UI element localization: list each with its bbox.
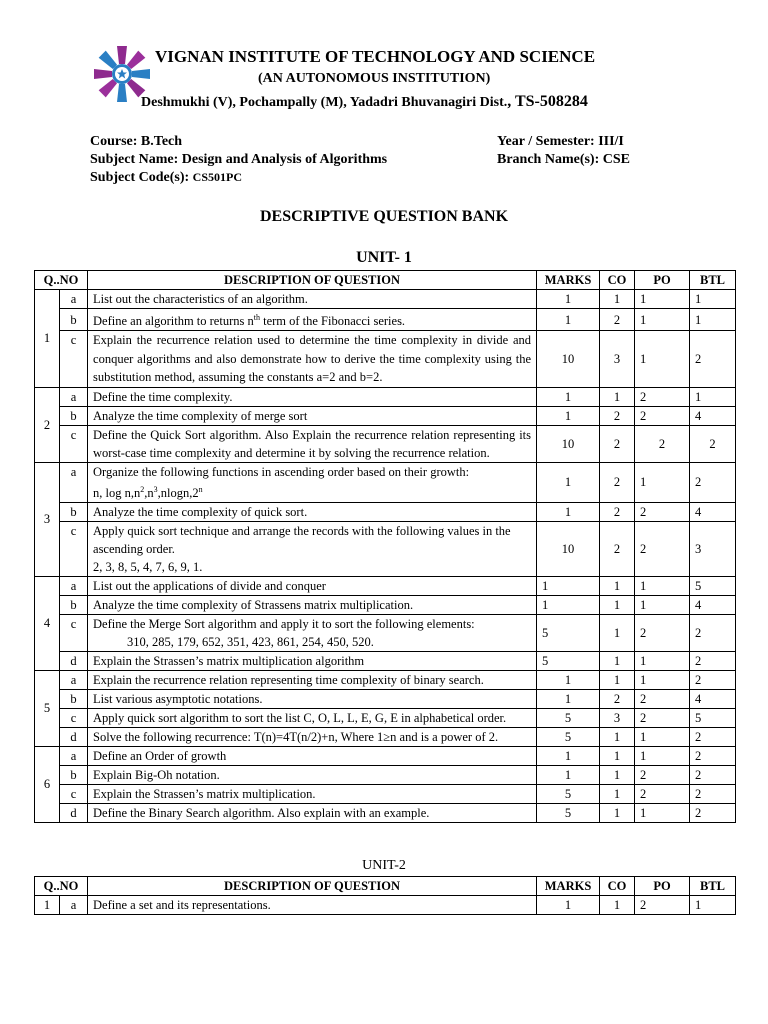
sub-question: c — [60, 614, 88, 651]
po-cell: 2 — [635, 614, 690, 651]
btl-cell: 1 — [690, 309, 736, 331]
question-values: 310, 285, 179, 652, 351, 423, 861, 254, 450, 520. — [127, 634, 374, 649]
header-co: CO — [600, 877, 635, 896]
table-row — [35, 309, 736, 331]
btl-cell: 2 — [690, 331, 736, 388]
co-cell: 1 — [600, 670, 635, 689]
question-text: Analyze the time complexity of merge sort — [88, 406, 537, 425]
table-row — [35, 896, 736, 915]
question-number: 6 — [35, 746, 60, 822]
sub-question: b — [60, 595, 88, 614]
co-cell: 2 — [600, 689, 635, 708]
sub-question: c — [60, 521, 88, 576]
btl-cell: 5 — [690, 576, 736, 595]
question-text-line: Organize the following functions in ascending order based on their growth: — [93, 464, 470, 479]
question-text: Define the time complexity. — [88, 387, 537, 406]
marks-cell: 1 — [537, 502, 600, 521]
po-cell: 2 — [635, 502, 690, 521]
table-row — [35, 651, 736, 670]
co-cell: 1 — [600, 651, 635, 670]
table-row — [35, 462, 736, 502]
marks-cell: 5 — [537, 727, 600, 746]
sub-question: b — [60, 689, 88, 708]
subject-code-label: Subject Code(s): — [90, 170, 193, 185]
marks-cell: 10 — [537, 425, 600, 462]
sub-question: c — [60, 331, 88, 388]
table-row — [35, 521, 736, 576]
po-cell: 1 — [635, 803, 690, 822]
po-cell: 2 — [635, 784, 690, 803]
table-row — [35, 689, 736, 708]
co-cell: 1 — [600, 387, 635, 406]
marks-cell: 10 — [537, 331, 600, 388]
question-text: Define an Order of growth — [88, 746, 537, 765]
btl-cell: 5 — [690, 708, 736, 727]
sub-question: b — [60, 309, 88, 331]
btl-cell: 1 — [690, 387, 736, 406]
header-co: CO — [600, 271, 635, 290]
co-cell: 3 — [600, 708, 635, 727]
question-text-line: Apply quick sort technique and arrange the records with the following values in the ascending order. — [93, 523, 511, 556]
institute-address — [141, 93, 588, 111]
marks-cell: 1 — [537, 309, 600, 331]
header-btl: BTL — [690, 271, 736, 290]
institute-subtitle: (AN AUTONOMOUS INSTITUTION) — [258, 71, 491, 86]
table-row — [35, 576, 736, 595]
po-cell: 2 — [635, 896, 690, 915]
unit1-question-table — [34, 270, 736, 823]
po-cell: 2 — [635, 765, 690, 784]
po-cell: 1 — [635, 595, 690, 614]
address-text: Deshmukhi (V), Pochampally (M), Yadadri Bhuvanagiri Dist. — [141, 95, 508, 110]
header-po: PO — [635, 271, 690, 290]
question-text — [88, 521, 537, 576]
btl-cell: 2 — [690, 670, 736, 689]
question-number: 2 — [35, 387, 60, 462]
question-text: List various asymptotic notations. — [88, 689, 537, 708]
po-cell: 2 — [635, 708, 690, 727]
question-number: 5 — [35, 670, 60, 746]
marks-cell: 1 — [537, 689, 600, 708]
question-text: Organize the following functions in ascending order based on their growth: n, $\log n,n^2,n^3,nlogn,2^n$ — [88, 462, 537, 502]
year-semester: Year / Semester: III/I — [497, 134, 624, 149]
marks-cell: 1 — [537, 576, 600, 595]
btl-cell: 2 — [690, 425, 736, 462]
marks-cell: 10 — [537, 521, 600, 576]
marks-cell: 1 — [537, 670, 600, 689]
unit2-title: UNIT-2 — [362, 858, 406, 873]
subject-name: Subject Name: Design and Analysis of Algorithms — [90, 152, 388, 167]
co-cell: 1 — [600, 803, 635, 822]
table-row — [35, 331, 736, 388]
marks-cell: 5 — [537, 651, 600, 670]
unit1-title: UNIT- 1 — [356, 249, 412, 266]
question-text: Define a set and its representations. — [88, 896, 537, 915]
table-row — [35, 425, 736, 462]
question-text: List out the applications of divide and conquer — [88, 576, 537, 595]
question-number: 1 — [35, 290, 60, 388]
btl-cell: 2 — [690, 651, 736, 670]
sub-question: c — [60, 784, 88, 803]
course-label: Course: B.Tech — [90, 134, 183, 149]
header-btl: BTL — [690, 877, 736, 896]
question-text: Solve the following recurrence: T(n)=4T(n/2)+n, Where 1≥n and is a power of 2. — [88, 727, 537, 746]
co-cell: 2 — [600, 406, 635, 425]
table-row — [35, 387, 736, 406]
co-cell: 3 — [600, 331, 635, 388]
po-cell: 1 — [635, 331, 690, 388]
unit2-question-table — [34, 876, 736, 915]
table-header-row — [35, 877, 736, 896]
subject-code — [90, 170, 242, 186]
marks-cell: 5 — [537, 614, 600, 651]
question-text: Analyze the time complexity of Strassens matrix multiplication. — [88, 595, 537, 614]
table-row — [35, 406, 736, 425]
sub-question: a — [60, 576, 88, 595]
marks-cell: 5 — [537, 784, 600, 803]
question-text: Explain the Strassen’s matrix multiplication algorithm — [88, 651, 537, 670]
po-cell: 1 — [635, 309, 690, 331]
marks-cell: 5 — [537, 803, 600, 822]
sub-question: a — [60, 896, 88, 915]
po-cell: 2 — [635, 387, 690, 406]
sub-question: b — [60, 502, 88, 521]
co-cell: 1 — [600, 576, 635, 595]
table-row — [35, 670, 736, 689]
header-marks: MARKS — [537, 877, 600, 896]
btl-cell: 4 — [690, 595, 736, 614]
po-cell: 2 — [635, 689, 690, 708]
po-cell: 1 — [635, 651, 690, 670]
sub-question: b — [60, 406, 88, 425]
header-qno: Q..NO — [35, 877, 88, 896]
btl-cell: 2 — [690, 614, 736, 651]
co-cell: 1 — [600, 290, 635, 309]
btl-cell: 2 — [690, 462, 736, 502]
question-text: Define an algorithm to returns $n^{th}$ term of the Fibonacci series. — [88, 309, 537, 331]
marks-cell: 1 — [537, 387, 600, 406]
question-text: Explain Big-Oh notation. — [88, 765, 537, 784]
question-text: List out the characteristics of an algorithm. — [88, 290, 537, 309]
sub-question: a — [60, 670, 88, 689]
document-title: DESCRIPTIVE QUESTION BANK — [259, 208, 509, 225]
btl-cell: 2 — [690, 803, 736, 822]
question-text — [88, 614, 537, 651]
table-row — [35, 727, 736, 746]
co-cell: 1 — [600, 784, 635, 803]
btl-cell: 2 — [690, 784, 736, 803]
sub-question: a — [60, 387, 88, 406]
po-cell: 2 — [635, 521, 690, 576]
question-values: 2, 3, 8, 5, 4, 7, 6, 9, 1. — [93, 559, 203, 574]
co-cell: 1 — [600, 595, 635, 614]
table-row — [35, 708, 736, 727]
pincode-text: , TS-508284 — [507, 93, 588, 110]
header-qno: Q..NO — [35, 271, 88, 290]
table-row — [35, 502, 736, 521]
question-text: Explain the Strassen’s matrix multiplication. — [88, 784, 537, 803]
btl-cell: 3 — [690, 521, 736, 576]
header-description: DESCRIPTION OF QUESTION — [88, 877, 537, 896]
question-text-line: Define the Merge Sort algorithm and apply it to sort the following elements: — [93, 616, 475, 631]
sub-question: d — [60, 803, 88, 822]
sub-question: c — [60, 425, 88, 462]
question-text: Analyze the time complexity of quick sort. — [88, 502, 537, 521]
btl-cell: 1 — [690, 290, 736, 309]
table-row — [35, 765, 736, 784]
marks-cell: 1 — [537, 462, 600, 502]
table-row — [35, 784, 736, 803]
question-number: 3 — [35, 462, 60, 576]
co-cell: 1 — [600, 727, 635, 746]
question-text: Explain the recurrence relation used to determine the time complexity in divide and conquer algorithms and also demonstrate how to derive the time complexity using the substitution method, assuming the constants a=2 and b=2. — [88, 331, 537, 388]
po-cell: 1 — [635, 670, 690, 689]
co-cell: 2 — [600, 462, 635, 502]
btl-cell: 4 — [690, 502, 736, 521]
co-cell: 1 — [600, 614, 635, 651]
table-row — [35, 595, 736, 614]
btl-cell: 1 — [690, 896, 736, 915]
sub-question: a — [60, 746, 88, 765]
marks-cell: 1 — [537, 406, 600, 425]
header-description: DESCRIPTION OF QUESTION — [88, 271, 537, 290]
po-cell: 1 — [635, 727, 690, 746]
question-number: 1 — [35, 896, 60, 915]
table-row — [35, 290, 736, 309]
co-cell: 1 — [600, 765, 635, 784]
po-cell: 1 — [635, 290, 690, 309]
po-cell: 1 — [635, 746, 690, 765]
table-row — [35, 614, 736, 651]
institute-name: VIGNAN INSTITUTE OF TECHNOLOGY AND SCIENCE — [155, 47, 596, 66]
po-cell: 1 — [635, 576, 690, 595]
sub-question: c — [60, 708, 88, 727]
btl-cell: 2 — [690, 746, 736, 765]
co-cell: 2 — [600, 502, 635, 521]
btl-cell: 4 — [690, 689, 736, 708]
marks-cell: 1 — [537, 765, 600, 784]
header-marks: MARKS — [537, 271, 600, 290]
question-text: Define the Quick Sort algorithm. Also Explain the recurrence relation representing its worst-case time complexity and determine it by solving the recurrence relation. — [88, 425, 537, 462]
question-text: Define the Binary Search algorithm. Also explain with an example. — [88, 803, 537, 822]
co-cell: 2 — [600, 425, 635, 462]
co-cell: 1 — [600, 896, 635, 915]
po-cell: 2 — [635, 425, 690, 462]
marks-cell: 5 — [537, 708, 600, 727]
co-cell: 2 — [600, 521, 635, 576]
table-row — [35, 803, 736, 822]
co-cell: 1 — [600, 746, 635, 765]
marks-cell: 1 — [537, 290, 600, 309]
sub-question: d — [60, 651, 88, 670]
question-number: 4 — [35, 576, 60, 670]
marks-cell: 1 — [537, 746, 600, 765]
sub-question: a — [60, 462, 88, 502]
btl-cell: 2 — [690, 765, 736, 784]
sub-question: b — [60, 765, 88, 784]
branch-name: Branch Name(s): CSE — [497, 152, 630, 167]
po-cell: 1 — [635, 462, 690, 502]
sub-question: d — [60, 727, 88, 746]
marks-cell: 1 — [537, 896, 600, 915]
header-po: PO — [635, 877, 690, 896]
subject-code-value: CS501PC — [192, 170, 242, 184]
question-text: Explain the recurrence relation representing time complexity of binary search. — [88, 670, 537, 689]
btl-cell: 2 — [690, 727, 736, 746]
question-text: Apply quick sort algorithm to sort the list C, O, L, L, E, G, E in alphabetical order. — [88, 708, 537, 727]
table-row — [35, 746, 736, 765]
po-cell: 2 — [635, 406, 690, 425]
co-cell: 2 — [600, 309, 635, 331]
btl-cell: 4 — [690, 406, 736, 425]
marks-cell: 1 — [537, 595, 600, 614]
sub-question: a — [60, 290, 88, 309]
table-header-row — [35, 271, 736, 290]
